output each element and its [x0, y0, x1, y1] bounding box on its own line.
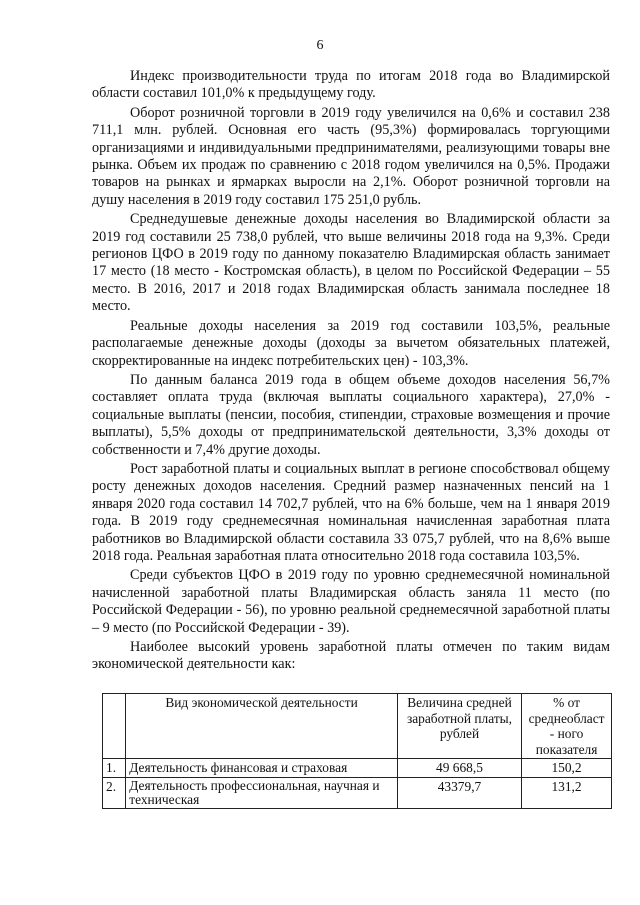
row-number: 2.: [103, 777, 126, 808]
header-num: [103, 694, 126, 759]
document-body: [92, 68, 610, 676]
paragraph-wage-growth: Рост заработной платы и социальных выплат в регионе способствовал общему росту денежных доходов населения. Средний размер назначенных пенсий на 1 января 2020 года составил 14 702,7 рублей, что на 6% больше, чем на 1 января 2019 года. В 2019 году среднемесячная номинальная начисленная заработная плата работников во Владимирской области составила 33 075,7 рублей, что на 8,6% выше 2018 года. Реальная заработная плата относительно 2018 года составила 103,5%.: [92, 460, 610, 564]
paragraph-income-structure: По данным баланса 2019 года в общем объеме доходов населения 56,7% составляет оплата труда (включая выплаты социального характера), 27,0% - социальные выплаты (пенсии, пособия, стипендии, страховые возмещения и прочие выплаты), 5,5% доходы от предпринимательской деятельности, 3,3% доходы от собственности и 7,4% другие доходы.: [92, 371, 610, 458]
paragraph-table-intro: Наиболее высокий уровень заработной платы отмечен по таким видам экономической деятельности как:: [92, 639, 610, 673]
row-number: 1.: [103, 759, 126, 778]
row-average-wage: 43379,7: [397, 777, 521, 808]
paragraph-labor-productivity: Индекс производительности труда по итогам 2018 года во Владимирской области составил 101,0% к предыдущему году.: [92, 68, 610, 102]
row-activity-kind: Деятельность финансовая и страховая: [126, 759, 398, 778]
row-average-wage: 49 668,5: [397, 759, 521, 778]
paragraph-real-income: Реальные доходы населения за 2019 год составили 103,5%, реальные располагаемые денежные доходы (доходы за вычетом обязательных платежей, скорректированные на индекс потребительских цен) - 103,3%.: [92, 317, 610, 369]
page-number: 6: [316, 38, 324, 53]
paragraph-per-capita-income: Среднедушевые денежные доходы населения во Владимирской области за 2019 год составили 25 738,0 рублей, что выше величины 2018 года на 9,3%. Среди регионов ЦФО в 2019 году по данному показателю Владимирская область занимает 17 место (18 место - Костромская область), в целом по Российской Федерации – 55 место. В 2016, 2017 и 2018 годах Владимирская область занимала последнее 18 место.: [92, 211, 610, 315]
wages-by-activity-table: [102, 693, 612, 809]
row-percent: 150,2: [522, 759, 612, 778]
header-activity-kind: Вид экономической деятельности: [126, 694, 398, 759]
header-percent-of-regional: % от среднеобласт - ного показателя: [522, 694, 612, 759]
table-row: [103, 759, 612, 778]
row-activity-kind: Деятельность профессиональная, научная и техническая: [126, 777, 398, 808]
paragraph-retail-turnover: Оборот розничной торговли в 2019 году увеличился на 0,6% и составил 238 711,1 млн. рублей. Основная его часть (95,3%) формировалась торгующими организациями и индивидуальными предпринимателями, реализующими товары вне рынка. Объем их продаж по сравнению с 2018 годом увеличился на 0,5%. Продажи товаров на рынках и ярмарках выросли на 2,1%. Оборот розничной торговли на душу населения в 2019 году составил 175 251,0 рубль.: [92, 104, 610, 208]
table-row: [103, 777, 612, 808]
table-header-row: [103, 694, 612, 759]
paragraph-cfo-ranking: Среди субъектов ЦФО в 2019 году по уровню среднемесячной номинальной начисленной заработной платы Владимирская область заняла 11 место (по Российской Федерации - 56), по уровню реальной среднемесячной заработной платы – 9 место (по Российской Федерации - 39).: [92, 567, 610, 636]
header-average-wage: Величина средней заработной платы, рублей: [397, 694, 521, 759]
row-percent: 131,2: [522, 777, 612, 808]
